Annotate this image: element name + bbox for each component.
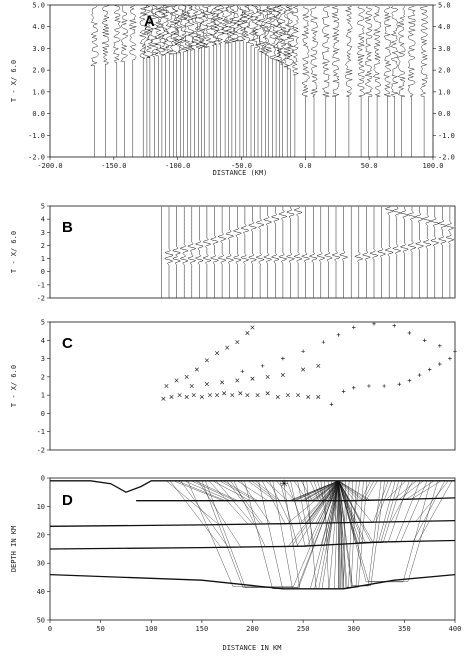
panel-d-x-tick-label: 400: [448, 625, 462, 633]
pick-marker: [423, 338, 427, 342]
panel-c-points: [162, 322, 457, 406]
ray-path: [339, 481, 424, 500]
synthetic-trace: [203, 207, 211, 298]
synthetic-trace: [211, 207, 219, 298]
pick-marker: [301, 368, 305, 372]
seismic-trace: [279, 6, 286, 157]
panel-d-x-tick-label: 350: [398, 625, 411, 633]
pick-marker: [448, 357, 452, 361]
seismic-trace: [173, 6, 180, 157]
pick-marker: [266, 375, 270, 379]
seismic-trace: [210, 6, 217, 157]
synthetic-trace: [423, 207, 431, 298]
seismic-trace: [287, 6, 294, 157]
panel-a-y-right-tick-label: -1.0: [438, 131, 455, 140]
pick-marker: [162, 397, 166, 401]
ray-path: [339, 481, 413, 522]
ray-path: [339, 481, 417, 500]
synthetic-trace: [431, 207, 439, 298]
pick-marker: [281, 357, 285, 361]
source-star-icon: ✳: [280, 479, 289, 490]
synthetic-trace: [264, 207, 272, 298]
panel-b-y-tick-label: -2: [36, 294, 45, 303]
panel-d-x-tick-label: 0: [47, 625, 53, 633]
seismic-trace: [332, 6, 339, 157]
pick-marker: [301, 349, 305, 353]
seismic-trace: [184, 6, 191, 157]
panel-d-xlabel: DISTANCE IN KM: [222, 644, 282, 652]
panel-a-xlabel: DISTANCE (KM): [212, 169, 268, 177]
pick-marker: [246, 393, 250, 397]
synthetic-trace: [287, 207, 295, 298]
seismic-trace: [408, 6, 415, 157]
seismic-trace: [225, 6, 232, 157]
panel-d-y-tick-label: 40: [36, 588, 45, 597]
pick-marker: [408, 331, 412, 335]
seismic-trace: [213, 6, 220, 157]
synthetic-trace: [363, 207, 371, 298]
synthetic-trace: [241, 207, 248, 298]
panel-d-x-tick-label: 300: [347, 625, 361, 633]
seismic-trace: [398, 6, 405, 157]
panel-c-yticks: [37, 319, 50, 455]
ray-path: [234, 481, 339, 547]
pick-marker: [185, 395, 189, 399]
pick-marker: [337, 333, 341, 337]
panel-b: [10, 203, 455, 303]
seismic-trace: [121, 6, 128, 157]
seismic-trace: [358, 6, 365, 157]
panel-c-label: C: [62, 335, 73, 352]
pick-marker: [276, 395, 280, 399]
seismic-trace: [302, 6, 309, 157]
panel-c-y-tick-label: 0: [40, 409, 45, 418]
pick-marker: [398, 382, 402, 386]
panel-d-x-tick-label: 250: [296, 625, 310, 633]
panel-d-x-tick-label: 50: [96, 625, 105, 633]
seismic-trace: [247, 6, 254, 157]
panel-a-x-tick-label: 50.0: [360, 162, 378, 170]
pick-marker: [261, 364, 265, 368]
synthetic-trace: [385, 207, 393, 298]
seismic-trace: [155, 6, 162, 157]
panel-c-y-tick-label: 4: [40, 336, 45, 345]
pick-marker: [239, 392, 243, 396]
panel-a-x-tick-label: -150.0: [101, 162, 127, 170]
pick-marker: [200, 395, 204, 399]
panel-b-yticks: [37, 203, 50, 303]
ray-path: [188, 481, 339, 587]
panel-a-y-tick-label: 2.0: [32, 66, 45, 75]
seismic-trace: [113, 5, 120, 157]
ray-path: [339, 481, 438, 582]
seismic-trace: [391, 6, 398, 157]
pick-marker: [236, 379, 240, 383]
synthetic-trace: [355, 207, 363, 298]
ray-path: [174, 481, 339, 501]
synthetic-trace: [340, 207, 348, 298]
panel-a-x-tick-label: 0.0: [299, 162, 312, 170]
synthetic-trace: [256, 207, 264, 298]
panel-a-x-tick-label: -50.0: [230, 162, 253, 170]
pick-marker: [428, 368, 432, 372]
pick-marker: [222, 392, 226, 396]
seismic-trace: [262, 6, 269, 157]
pick-marker: [352, 326, 356, 330]
synthetic-trace: [317, 207, 325, 298]
panel-d-y-tick-label: 0: [40, 474, 45, 483]
seismic-trace: [237, 6, 244, 157]
pick-marker: [178, 393, 182, 397]
seismic-trace: [251, 6, 258, 157]
seismic-trace: [240, 6, 247, 157]
pick-marker: [317, 395, 321, 399]
seismic-trace: [158, 6, 165, 157]
pick-marker: [170, 395, 174, 399]
panel-a-y-tick-label: 5.0: [32, 1, 45, 10]
panel-d-layers: [50, 481, 455, 589]
seismic-trace: [276, 5, 283, 157]
panel-a-y-right-tick-label: 4.0: [438, 23, 451, 32]
pick-marker: [266, 392, 270, 396]
panel-c-y-tick-label: -2: [36, 446, 45, 455]
ray-path: [170, 481, 339, 547]
panel-c-ylabel: T - X/ 6.0: [10, 364, 18, 408]
panel-a-y-tick-label: 4.0: [32, 23, 45, 32]
panel-b-traces: [161, 207, 453, 298]
synthetic-trace: [325, 207, 333, 298]
seismic-trace: [310, 6, 317, 157]
synthetic-trace: [416, 207, 424, 298]
panel-b-y-tick-label: 1: [40, 255, 45, 264]
panel-a-y-tick-label: -2.0: [28, 153, 45, 162]
pick-marker: [286, 393, 290, 397]
synthetic-trace: [370, 207, 378, 298]
pick-marker: [322, 340, 326, 344]
panel-b-y-tick-label: 3: [40, 228, 45, 237]
panel-b-y-tick-label: 2: [40, 241, 45, 250]
model-layer-boundary: [50, 481, 455, 492]
seismic-trace: [232, 6, 239, 157]
pick-marker: [236, 340, 240, 344]
synthetic-trace: [310, 207, 317, 298]
seismic-trace: [201, 5, 208, 157]
ray-path: [339, 481, 410, 543]
model-layer-boundary: [50, 541, 455, 550]
pick-marker: [330, 402, 334, 406]
seismic-trace: [374, 6, 381, 157]
panel-a-x-tick-label: -200.0: [37, 162, 63, 170]
synthetic-trace: [279, 207, 287, 298]
seismic-trace: [191, 6, 198, 157]
pick-marker: [165, 384, 169, 388]
synthetic-trace: [233, 207, 241, 298]
panel-d-y-tick-label: 50: [36, 616, 45, 625]
pick-marker: [230, 393, 234, 397]
seismic-trace: [129, 6, 136, 157]
pick-marker: [246, 331, 250, 335]
pick-marker: [225, 346, 229, 350]
seismic-trace: [269, 6, 276, 157]
seismic-trace: [177, 6, 184, 157]
panel-a-y-tick-label: 3.0: [32, 44, 45, 53]
panel-c-y-tick-label: -1: [36, 428, 45, 437]
ray-path: [339, 481, 428, 542]
synthetic-trace: [249, 207, 257, 298]
pick-marker: [408, 379, 412, 383]
seismic-trace: [384, 6, 391, 157]
panel-a-y-right-tick-label: -2.0: [438, 153, 455, 162]
pick-marker: [453, 349, 457, 353]
panel-c-y-tick-label: 2: [40, 373, 45, 382]
panel-a-ylabel: T - X/ 6.0: [10, 59, 18, 103]
synthetic-trace: [378, 207, 386, 298]
synthetic-trace: [393, 207, 401, 298]
panel-a-y-tick-label: -1.0: [28, 131, 45, 140]
panel-c-y-tick-label: 5: [40, 318, 45, 327]
pick-marker: [205, 359, 209, 363]
pick-marker: [251, 377, 255, 381]
seismic-trace: [102, 6, 109, 157]
pick-marker: [352, 386, 356, 390]
panel-d-x-tick-label: 100: [144, 625, 158, 633]
seismic-trace: [187, 5, 194, 157]
pick-marker: [382, 384, 386, 388]
panel-a-y-right-tick-label: 2.0: [438, 66, 451, 75]
panel-b-y-tick-label: 0: [40, 268, 45, 277]
pick-marker: [205, 382, 209, 386]
pick-marker: [392, 324, 396, 328]
panel-c: [10, 319, 457, 455]
pick-marker: [438, 344, 442, 348]
panel-d: [10, 475, 461, 653]
synthetic-trace: [226, 207, 233, 298]
synthetic-trace: [408, 207, 416, 298]
pick-marker: [281, 373, 285, 377]
seismic-trace: [322, 6, 329, 157]
panel-a-y-right-tick-label: 5.0: [438, 1, 451, 10]
pick-marker: [372, 322, 376, 326]
panel-d-ylabel: DEPTH IN KM: [10, 525, 18, 573]
panel-d-xticks: [48, 620, 461, 633]
pick-marker: [367, 384, 371, 388]
pick-marker: [418, 373, 422, 377]
pick-marker: [208, 393, 212, 397]
synthetic-trace: [196, 207, 204, 298]
seismic-trace: [91, 6, 98, 157]
pick-marker: [438, 362, 442, 366]
pick-marker: [306, 395, 310, 399]
pick-marker: [256, 393, 260, 397]
panel-b-y-tick-label: 4: [40, 215, 45, 224]
panel-a-traces: [91, 5, 428, 157]
panel-a-yticks: [28, 2, 50, 162]
panel-a-y-right-tick-label: 3.0: [438, 44, 451, 53]
panel-c-y-tick-label: 3: [40, 355, 45, 364]
panel-d-yticks: [37, 475, 50, 625]
panel-d-rays: [166, 481, 452, 589]
synthetic-trace: [294, 207, 302, 298]
panel-a-label: A: [144, 13, 155, 30]
pick-marker: [190, 384, 194, 388]
seismic-trace: [162, 5, 169, 157]
panel-d-y-tick-label: 30: [36, 559, 45, 568]
panel-c-y-tick-label: 1: [40, 391, 45, 400]
panel-a-y-tick-label: 1.0: [32, 88, 45, 97]
panel-a: [10, 2, 455, 178]
panel-a-x-tick-label: -100.0: [165, 162, 191, 170]
pick-marker: [342, 390, 346, 394]
panel-a-x-tick-label: 100.0: [422, 162, 444, 170]
seismic-trace: [345, 6, 352, 157]
seismic-trace: [222, 6, 229, 157]
synthetic-trace: [272, 207, 279, 298]
panel-d-label: D: [62, 492, 73, 509]
panel-b-ylabel: T - X/ 6.0: [10, 230, 18, 274]
pick-marker: [317, 364, 321, 368]
panel-d-y-tick-label: 10: [36, 502, 45, 511]
panel-b-y-tick-label: 5: [40, 202, 45, 211]
pick-marker: [215, 351, 219, 355]
panel-a-y-right-tick-label: 1.0: [438, 88, 451, 97]
synthetic-trace: [165, 207, 173, 298]
pick-marker: [192, 393, 196, 397]
synthetic-trace: [218, 207, 226, 298]
pick-marker: [185, 375, 189, 379]
synthetic-trace: [302, 207, 310, 298]
pick-marker: [175, 379, 179, 383]
seismic-trace: [284, 5, 291, 157]
panel-d-x-tick-label: 200: [246, 625, 259, 633]
pick-marker: [195, 368, 199, 372]
ray-path: [202, 481, 339, 588]
panel-a-y-right-tick-label: 0.0: [438, 110, 451, 119]
seismic-trace: [198, 6, 205, 157]
synthetic-trace: [180, 207, 188, 298]
seismic-trace: [273, 6, 280, 157]
synthetic-trace: [332, 207, 340, 298]
seismic-trace: [420, 6, 427, 157]
panel-b-y-tick-label: -1: [36, 281, 45, 290]
seismic-trace: [166, 6, 173, 157]
panel-d-x-tick-label: 150: [195, 625, 209, 633]
synthetic-trace: [446, 207, 454, 298]
panel-c-frame: [50, 322, 455, 450]
pick-marker: [215, 393, 219, 397]
seismic-trace: [195, 5, 202, 157]
synthetic-trace: [439, 207, 447, 298]
panel-a-yticks-right: [433, 2, 455, 162]
synthetic-trace: [400, 207, 408, 298]
panel-b-label: B: [62, 219, 73, 236]
panel-d-y-tick-label: 20: [36, 531, 45, 540]
pick-marker: [296, 393, 300, 397]
pick-marker: [241, 370, 245, 374]
panel-a-y-tick-label: 0.0: [32, 110, 45, 119]
synthetic-trace: [173, 207, 181, 298]
pick-marker: [220, 381, 224, 385]
seismic-trace: [365, 6, 372, 157]
pick-marker: [251, 326, 255, 330]
ray-path: [166, 481, 338, 524]
synthetic-trace: [188, 207, 196, 298]
